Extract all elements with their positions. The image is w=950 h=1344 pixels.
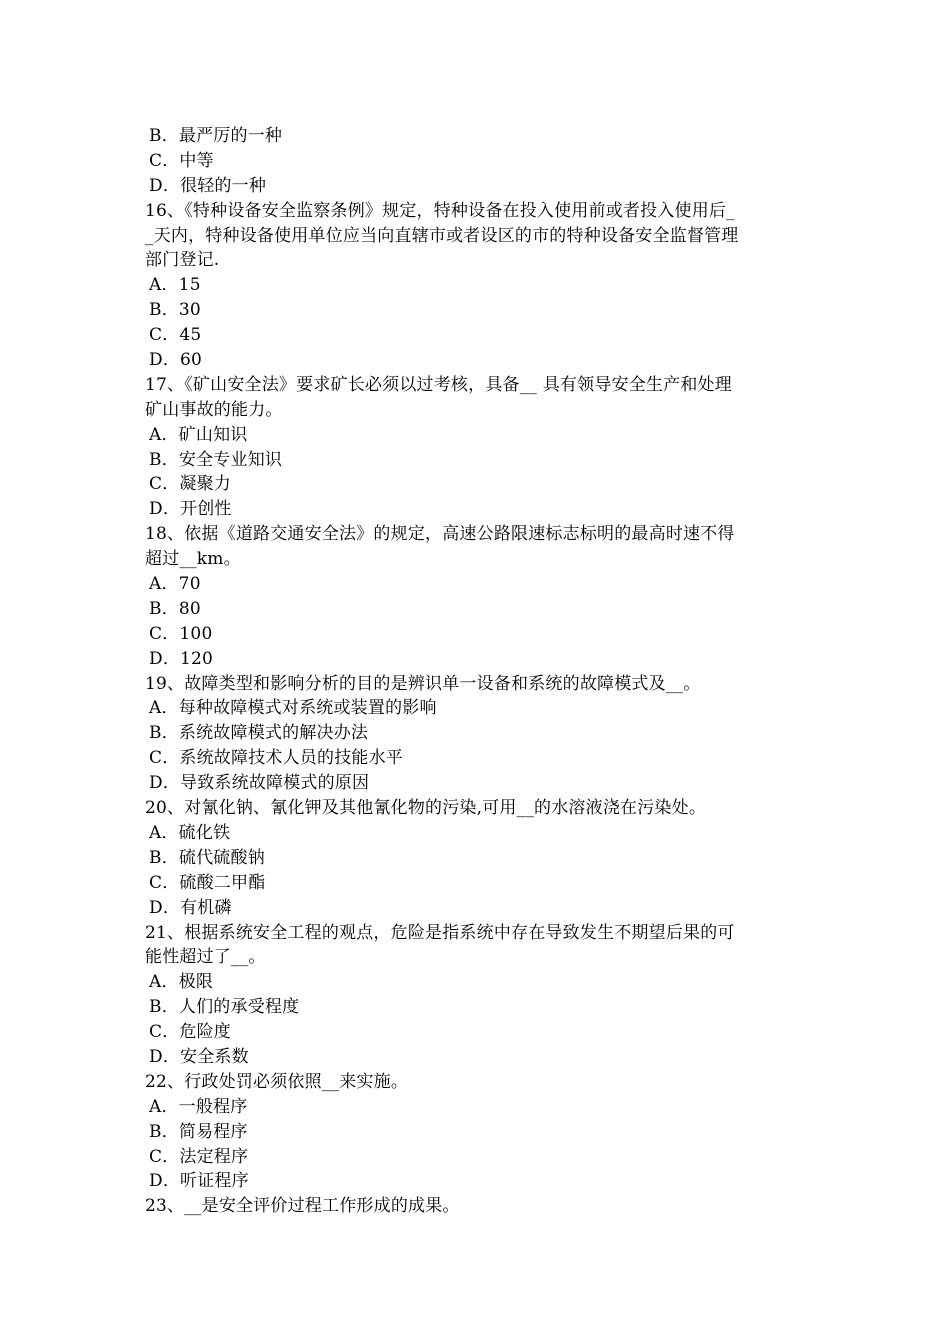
answer-option: C．法定程序	[149, 1146, 249, 1167]
question-text: 能性超过了__。	[145, 947, 266, 968]
answer-option: D．60	[149, 350, 203, 371]
answer-option: A．硫化铁	[149, 822, 231, 843]
answer-option: D．安全系数	[149, 1046, 249, 1067]
document-page	[145, 124, 810, 1219]
answer-option: C．45	[149, 325, 202, 346]
answer-option: B．安全专业知识	[149, 449, 283, 470]
answer-option: C．危险度	[149, 1022, 232, 1043]
question-text: 21、根据系统安全工程的观点，危险是指系统中存在导致发生不期望后果的可	[145, 922, 735, 943]
question-text: 矿山事故的能力。	[145, 399, 283, 420]
answer-option: B．简易程序	[149, 1121, 248, 1142]
answer-option: D．听证程序	[149, 1171, 249, 1192]
question-text: 部门登记.	[145, 250, 220, 271]
answer-option: A．矿山知识	[149, 424, 248, 445]
answer-option: D．120	[149, 648, 214, 669]
answer-option: A．70	[149, 574, 201, 595]
answer-option: C．100	[149, 623, 213, 644]
answer-option: A．15	[149, 275, 201, 296]
question-text: 20、对氰化钠、氰化钾及其他氰化物的污染,可用__的水溶液浇在污染处。	[145, 798, 707, 819]
answer-option: B．系统故障模式的解决办法	[149, 723, 369, 744]
answer-option: B．30	[149, 300, 201, 321]
question-text: _天内，特种设备使用单位应当向直辖市或者设区的市的特种设备安全监督管理	[145, 225, 739, 246]
answer-option: C．中等	[149, 150, 214, 171]
answer-option: A．一般程序	[149, 1096, 248, 1117]
question-text: 16、《特种设备安全监察条例》规定，特种设备在投入使用前或者投入使用后_	[145, 200, 735, 221]
answer-option: D．很轻的一种	[149, 175, 267, 196]
question-text: 18、依据《道路交通安全法》的规定，高速公路限速标志标明的最高时速不得	[145, 524, 735, 545]
answer-option: D．导致系统故障模式的原因	[149, 773, 370, 794]
question-text: 23、__是安全评价过程工作形成的成果。	[145, 1196, 460, 1217]
answer-option: C．凝聚力	[149, 474, 232, 495]
answer-option: B．80	[149, 598, 201, 619]
answer-option: B．硫代硫酸钠	[149, 847, 265, 868]
answer-option: A．极限	[149, 972, 214, 993]
answer-option: D．开创性	[149, 499, 232, 520]
question-text: 22、行政处罚必须依照__来实施。	[145, 1071, 409, 1092]
answer-option: A．每种故障模式对系统或装置的影响	[149, 698, 437, 719]
question-text: 19、故障类型和影响分析的目的是辨识单一设备和系统的故障模式及__。	[145, 673, 701, 694]
answer-option: B．最严厉的一种	[149, 126, 283, 146]
question-text: 17、《矿山安全法》要求矿长必须以过考核，具备__ 具有领导安全生产和处理	[145, 374, 732, 395]
question-text: 超过__km。	[145, 549, 241, 570]
answer-option: B．人们的承受程度	[149, 997, 300, 1018]
answer-option: C．系统故障技术人员的技能水平	[149, 748, 404, 769]
answer-option: C．硫酸二甲酯	[149, 872, 266, 893]
answer-option: D．有机磷	[149, 897, 232, 918]
